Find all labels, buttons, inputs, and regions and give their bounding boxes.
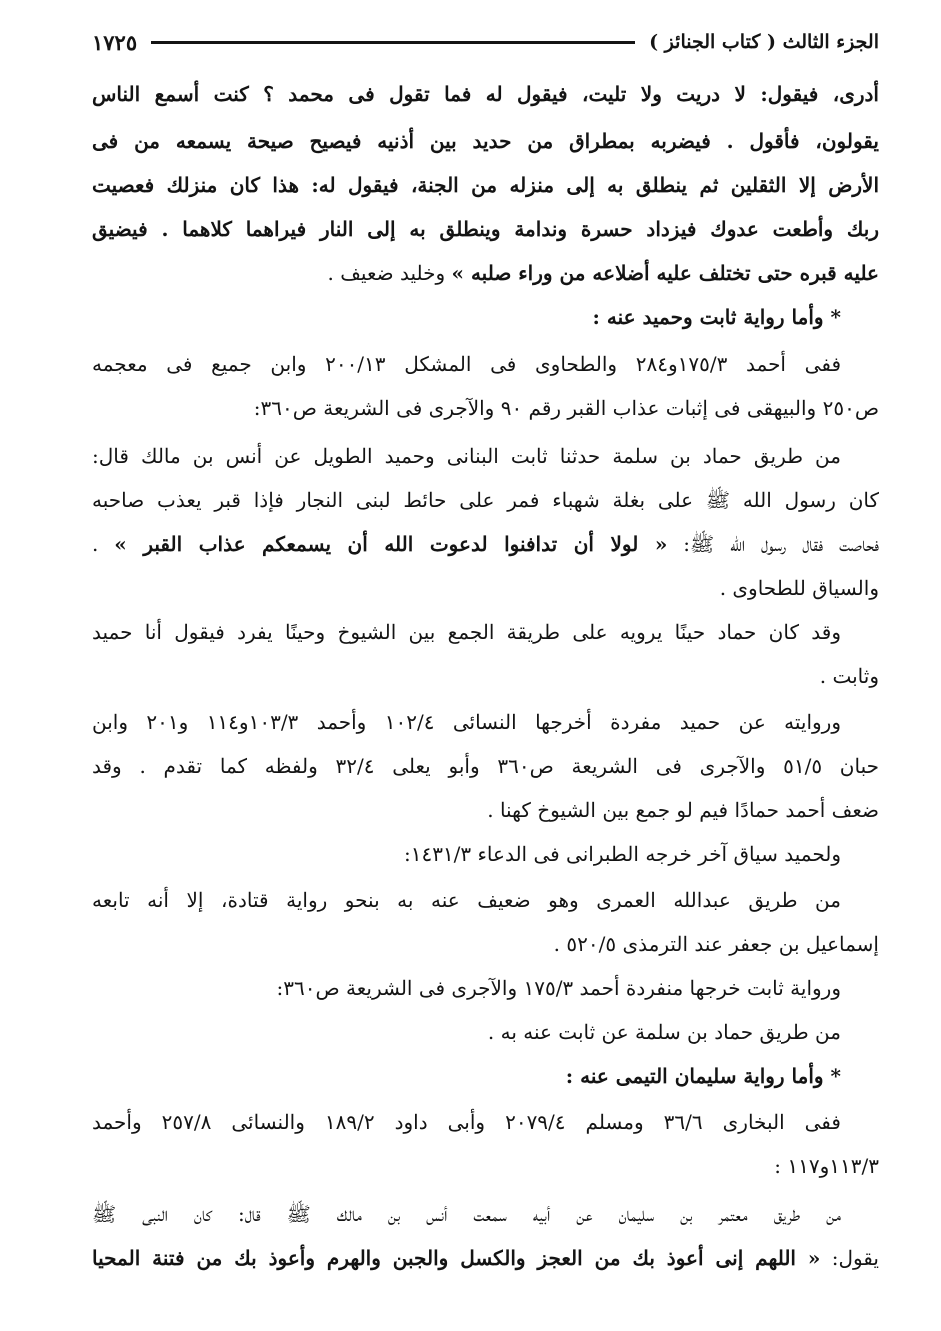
text-line: ولحميد سياق آخر خرجه الطبرانى فى الدعاء ١٤٣١/٣: bbox=[403, 842, 841, 866]
text-line: ربك وأطعت عدوك فيزداد حسرة وندامة وينطلق به إلى النار فيراهما كلاهما . فيضيق bbox=[92, 217, 879, 241]
text-line: الأرض إلا الثقلين ثم ينطلق به إلى منزله من الجنة، فيقول له: هذا كان منزلك فعصيت bbox=[92, 173, 879, 197]
text-segment: . bbox=[92, 532, 115, 556]
text-line: إسماعيل بن جعفر عند الترمذى ٥٢٠/٥ . bbox=[553, 932, 879, 956]
text-line: من طريق معتمر بن سليمان عن أبيه سمعت أنس بن مالك ﷺ قال: كان النبى ﷺ bbox=[92, 1202, 841, 1226]
text-line: ورواية ثابت خرجها منفردة أحمد ١٧٥/٣ والآجرى فى الشريعة ص٣٦٠: bbox=[276, 976, 841, 1000]
text-segment: فحاصت فقال رسول الله ﷺ: bbox=[667, 532, 879, 556]
text-line: ضعف أحمد حمادًا فيم لو جمع بين الشيوخ كهنا . bbox=[487, 798, 879, 822]
text-line: وروايته عن حميد مفردة أخرجها النسائى ١٠٢/٤ وأحمد ١٠٣/٣و١١٤ و٢٠١ وابن bbox=[92, 710, 841, 734]
page-number: ١٧٢٥ bbox=[92, 29, 138, 55]
text-segment: يقول: bbox=[820, 1246, 879, 1270]
text-line: من طريق حماد بن سلمة حدثنا ثابت البنانى وحميد الطويل عن أنس بن مالك قال: bbox=[92, 444, 841, 468]
quoted-hadith-text: « لولا أن تدافنوا لدعوت الله أن يسمعكم عذاب القبر » bbox=[114, 532, 668, 556]
text-line: ففى أحمد ١٧٥/٣و٢٨٤ والطحاوى فى المشكل ٢٠٠/١٣ وابن جميع فى معجمه bbox=[92, 352, 841, 376]
text-line: * وأما رواية ثابت وحميد عنه : bbox=[592, 305, 841, 329]
text-line: ١١٣/٣و١١٧ : bbox=[774, 1154, 879, 1178]
header-rule bbox=[151, 41, 635, 44]
chapter-title: الجزء الثالث ( كتاب الجنائز ) bbox=[649, 31, 879, 53]
quoted-hadith-text: عليه قبره حتى تختلف عليه أضلاعه من وراء صلبه » bbox=[451, 261, 879, 285]
text-line: * وأما رواية سليمان التيمى عنه : bbox=[565, 1064, 841, 1088]
text-line: والسياق للطحاوى . bbox=[719, 576, 879, 600]
text-line: وقد كان حماد حينًا يرويه على طريقة الجمع بين الشيوخ وحينًا يفرد فيقول أنا حميد bbox=[92, 620, 841, 644]
text-line bbox=[92, 251, 879, 295]
quoted-hadith-text: « اللهم إنى أعوذ بك من العجز والكسل والجبن والهرم وأعوذ بك من فتنة المحيا bbox=[92, 1246, 821, 1270]
text-line: ص٢٥٠ والبيهقى فى إثبات عذاب القبر رقم ٩٠ والآجرى فى الشريعة ص٣٦٠: bbox=[253, 396, 879, 420]
text-line: وثابت . bbox=[819, 664, 879, 688]
text-line: من طريق عبدالله العمرى وهو ضعيف عنه به بنحو رواية قتادة، إلا أنه تابعه bbox=[92, 888, 841, 912]
text-line: أدرى، فيقول: لا دريت ولا تليت، فيقول له فما تقول فى محمد ؟ كنت أسمع الناس bbox=[92, 82, 879, 106]
text-line: يقولون، فأقول . فيضربه بمطراق من حديد بين أذنيه فيصيح صيحة يسمعه من فى bbox=[92, 129, 879, 153]
text-line bbox=[92, 1236, 879, 1280]
text-segment: وخليد ضعيف . bbox=[327, 261, 452, 285]
text-line: كان رسول الله ﷺ على بغلة شهباء فمر على حائط لبنى النجار فإذا قبر يعذب صاحبه bbox=[92, 488, 879, 512]
text-line bbox=[92, 522, 879, 566]
text-line: حبان ٥١/٥ والآجرى فى الشريعة ص٣٦٠ وأبو يعلى ٣٢/٤ ولفظه كما تقدم . وقد bbox=[92, 754, 879, 778]
text-line: من طريق حماد بن سلمة عن ثابت عنه به . bbox=[487, 1020, 841, 1044]
text-line: ففى البخارى ٣٦/٦ ومسلم ٢٠٧٩/٤ وأبى داود ١٨٩/٢ والنسائى ٢٥٧/٨ وأحمد bbox=[92, 1110, 841, 1134]
running-header bbox=[92, 22, 879, 62]
